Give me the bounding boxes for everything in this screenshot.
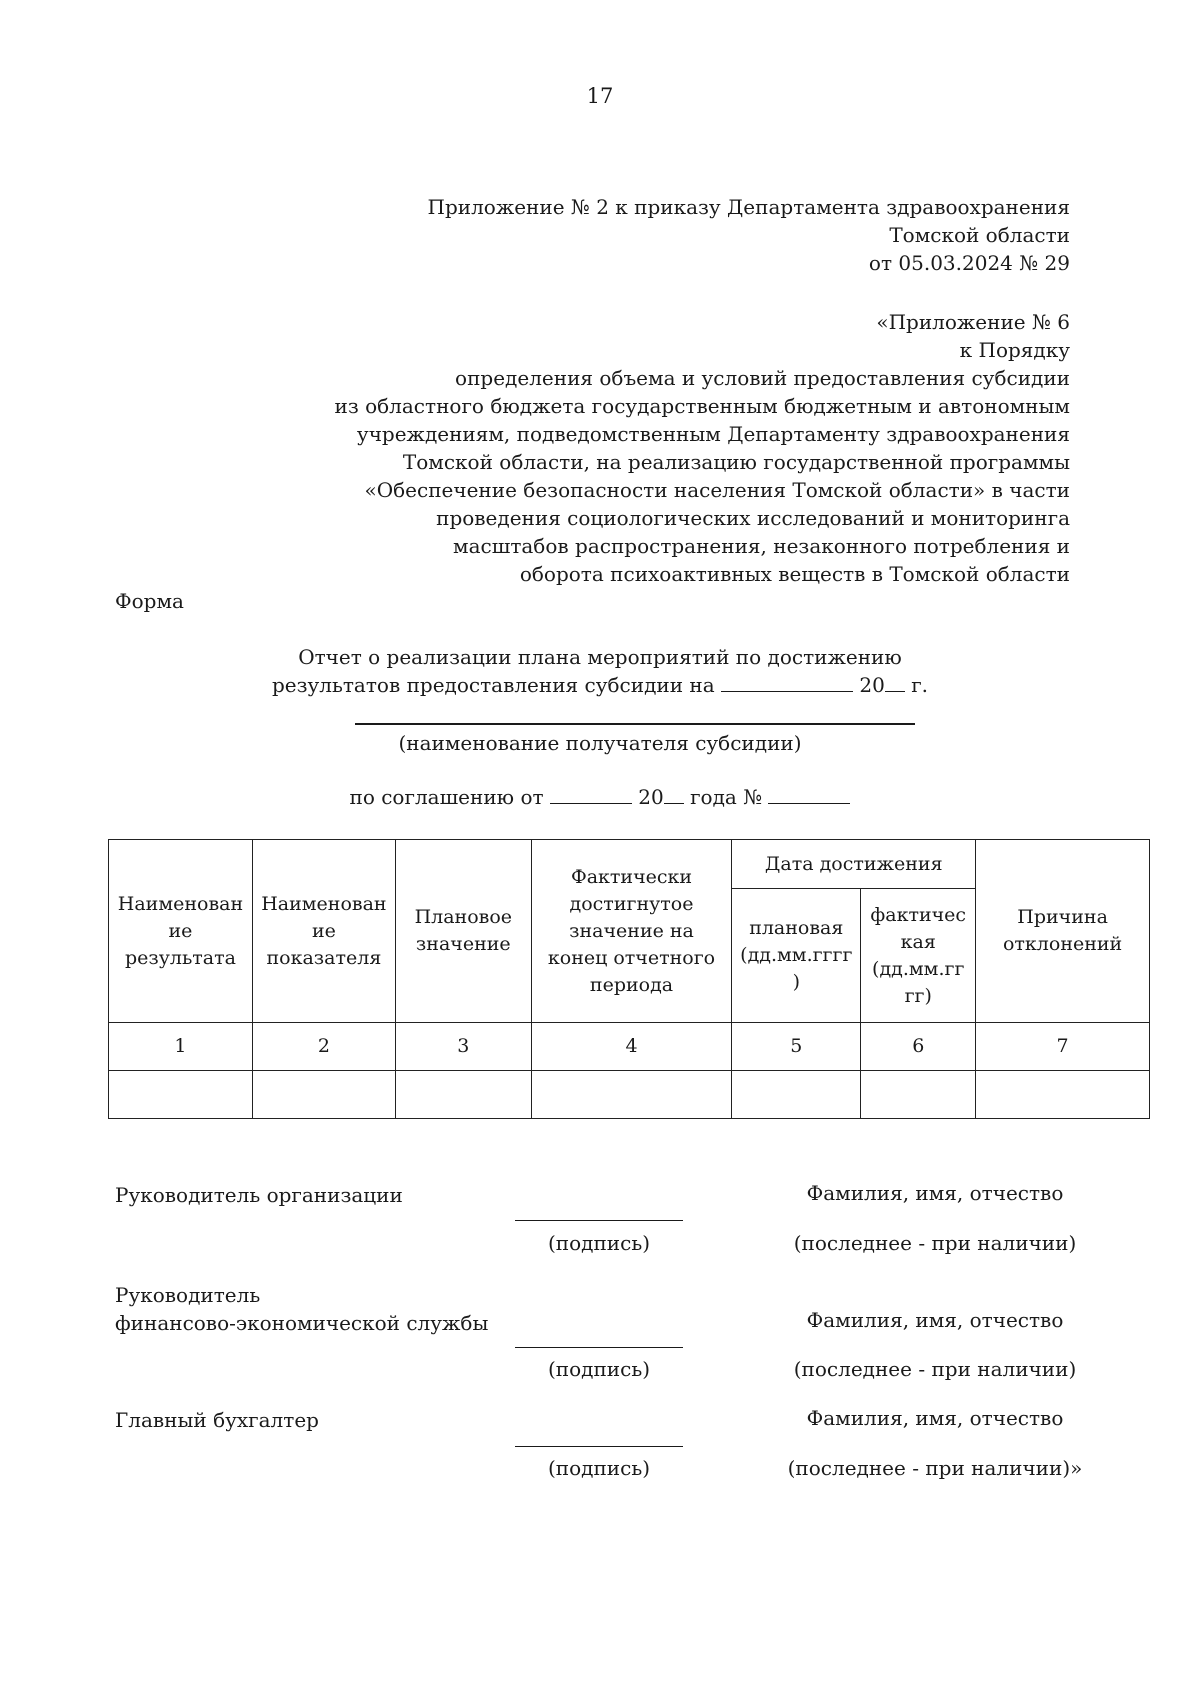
table-cell[interactable] <box>732 1071 861 1119</box>
signature-role-head: Руководитель организации <box>115 1183 403 1207</box>
signature-caption: (подпись) <box>547 1231 651 1255</box>
header-text: конец отчетного <box>547 946 716 969</box>
appendix-line: Томской области <box>889 223 1070 247</box>
column-number: 2 <box>252 1023 395 1071</box>
signature-name-caption: (последнее - при наличии) <box>793 1357 1077 1381</box>
header-text: достигнутое <box>569 892 694 915</box>
order-line: Томской области, на реализацию государственной программы <box>402 450 1070 474</box>
header-text: ие <box>311 919 336 942</box>
report-title-prefix: результатов предоставления субсидии на <box>271 673 715 697</box>
table-cell[interactable] <box>395 1071 531 1119</box>
column-number: 5 <box>732 1023 861 1071</box>
signature-name-label: Фамилия, имя, отчество <box>806 1181 1064 1205</box>
table-cell[interactable] <box>109 1071 253 1119</box>
header-text: кая <box>900 930 936 953</box>
header-text: фактичес <box>870 903 967 926</box>
agreement-year-blank[interactable] <box>664 785 684 804</box>
column-number: 4 <box>531 1023 732 1071</box>
signature-name-label: Фамилия, имя, отчество <box>806 1406 1064 1430</box>
agreement-prefix: по соглашению от <box>349 785 544 809</box>
column-number: 3 <box>395 1023 531 1071</box>
header-text: ) <box>792 971 800 993</box>
form-label: Форма <box>115 589 184 613</box>
table-cell[interactable] <box>252 1071 395 1119</box>
header-text: значение <box>415 933 511 955</box>
order-line: «Приложение № 6 <box>876 310 1070 334</box>
header-actual-value <box>531 840 732 1023</box>
agreement-number-blank[interactable] <box>768 785 850 804</box>
appendix-line: от 05.03.2024 № 29 <box>868 251 1070 275</box>
report-date-blank[interactable] <box>721 673 853 692</box>
header-text: ие <box>168 919 193 942</box>
report-year-prefix: 20 <box>859 673 885 697</box>
column-number: 1 <box>109 1023 253 1071</box>
header-text: показателя <box>266 946 382 969</box>
signature-name-caption: (последнее - при наличии) <box>793 1231 1077 1255</box>
order-line: учреждениям, подведомственным Департаменту здравоохранения <box>356 422 1070 446</box>
header-text: результата <box>124 946 236 969</box>
header-text: периода <box>589 973 674 996</box>
page-number: 17 <box>586 84 614 108</box>
signature-name-label: Фамилия, имя, отчество <box>806 1308 1064 1332</box>
header-text: Причина <box>1017 906 1108 928</box>
report-year-suffix: г. <box>911 673 929 697</box>
header-actual-date <box>861 889 976 1023</box>
header-planned-date <box>732 889 861 1023</box>
table-row <box>109 1071 1150 1119</box>
column-number-row <box>109 1023 1150 1071</box>
order-line: определения объема и условий предоставления субсидии <box>455 366 1070 390</box>
signature-line[interactable] <box>515 1446 683 1447</box>
order-line: к Порядку <box>959 338 1070 362</box>
order-line: оборота психоактивных веществ в Томской области <box>519 562 1070 586</box>
report-table <box>108 839 1150 1119</box>
header-text: значение на <box>569 919 694 942</box>
table-cell[interactable] <box>861 1071 976 1119</box>
signature-name-caption: (последнее - при наличии)» <box>787 1456 1083 1480</box>
agreement-date-blank[interactable] <box>550 785 632 804</box>
signature-role-line: финансово-экономической службы <box>115 1311 489 1335</box>
signature-line[interactable] <box>515 1220 683 1221</box>
signature-caption: (подпись) <box>547 1357 651 1381</box>
header-text: (дд.мм.гг <box>872 957 965 980</box>
header-text: Наименован <box>117 892 244 915</box>
column-number: 6 <box>861 1023 976 1071</box>
header-text: отклонений <box>1002 933 1123 955</box>
recipient-name-line[interactable] <box>355 723 915 725</box>
header-indicator-name <box>252 840 395 1023</box>
report-title-line-2 <box>0 673 1200 697</box>
signature-line[interactable] <box>515 1347 683 1348</box>
appendix-header <box>428 193 1071 277</box>
header-text: гг) <box>904 984 932 1007</box>
recipient-caption: (наименование получателя субсидии) <box>398 731 802 755</box>
order-line: из областного бюджета государственным бюджетным и автономным <box>334 394 1070 418</box>
order-line: «Обеспечение безопасности населения Томской области» в части <box>364 478 1070 502</box>
header-planned-value <box>395 840 531 1023</box>
column-number: 7 <box>976 1023 1150 1071</box>
header-text: Плановое <box>414 906 513 928</box>
table-cell[interactable] <box>976 1071 1150 1119</box>
agreement-year: 20 <box>638 785 664 809</box>
signature-role-finance <box>115 1281 488 1337</box>
order-header <box>335 308 1071 588</box>
signature-role-line: Руководитель <box>115 1283 261 1307</box>
report-year-blank[interactable] <box>885 673 905 692</box>
table-cell[interactable] <box>531 1071 732 1119</box>
header-result-name <box>109 840 253 1023</box>
header-text: Наименован <box>261 892 387 915</box>
signature-caption: (подпись) <box>547 1456 651 1480</box>
signature-role-accountant: Главный бухгалтер <box>115 1408 319 1432</box>
agreement-suffix: года № <box>690 785 763 809</box>
appendix-line: Приложение № 2 к приказу Департамента здравоохранения <box>427 195 1070 219</box>
order-line: масштабов распространения, незаконного потребления и <box>453 534 1070 558</box>
header-text: (дд.мм.гггг <box>740 944 853 966</box>
header-achievement-date: Дата достижения <box>732 840 976 889</box>
agreement-line <box>0 785 1200 809</box>
header-deviation-reason <box>976 840 1150 1023</box>
header-text: плановая <box>749 917 844 939</box>
order-line: проведения социологических исследований и мониторинга <box>436 506 1070 530</box>
report-title-line-1: Отчет о реализации плана мероприятий по достижению <box>298 645 902 669</box>
header-text: Фактически <box>570 865 693 888</box>
